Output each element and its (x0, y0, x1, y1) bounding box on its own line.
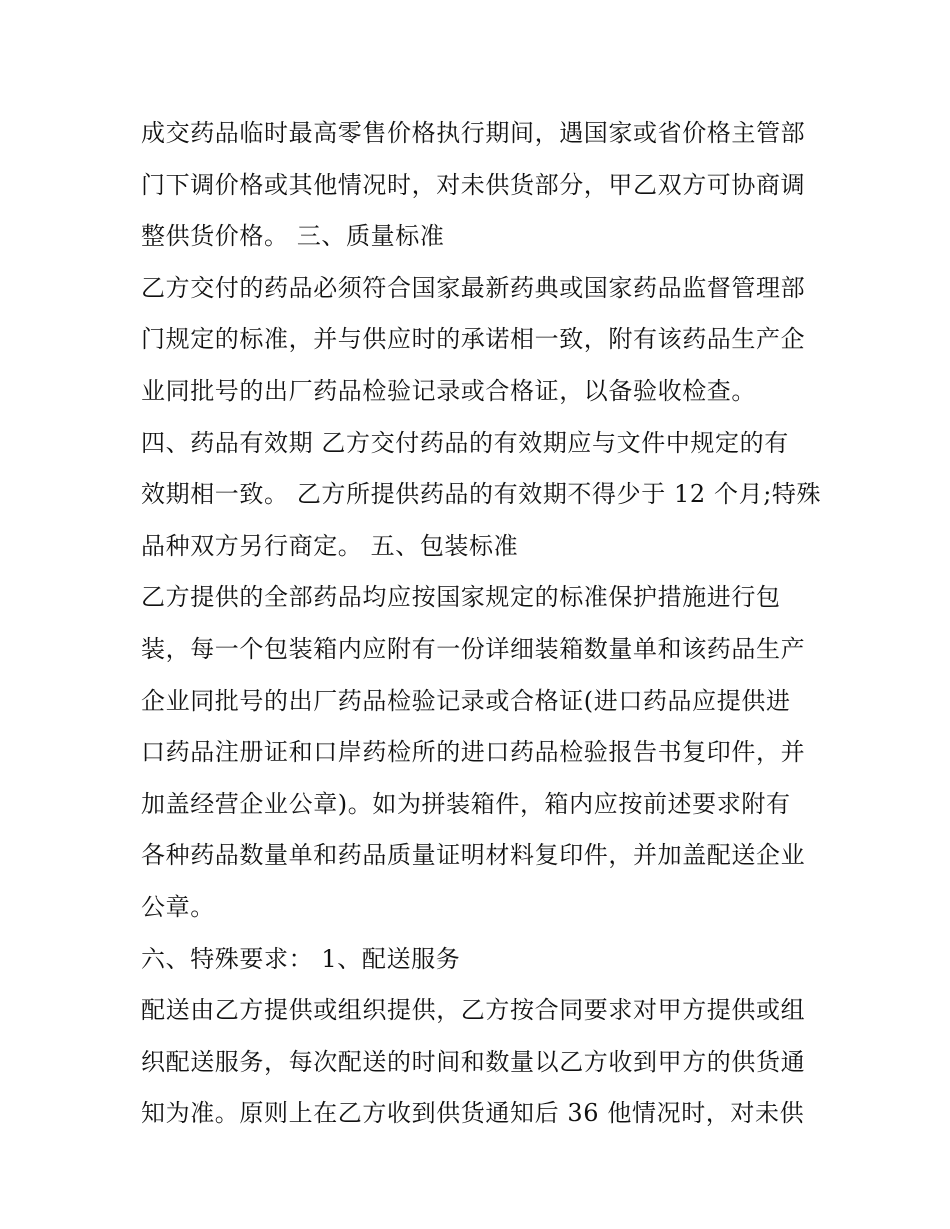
text-line: 公章。 (141, 892, 215, 921)
text-line: 配送由乙方提供或组织提供，乙方按合同要求对甲方提供或组 (141, 996, 806, 1025)
text-line: 乙方交付的药品必须符合国家最新药典或国家药品监督管理部 (141, 273, 806, 302)
text-line: 成交药品临时最高零售价格执行期间，遇国家或省价格主管部 (141, 119, 806, 147)
document-body (141, 108, 822, 1140)
text-line: 四、药品有效期 乙方交付药品的有效期应与文件中规定的有 (141, 428, 789, 457)
text-line: 装，每一个包装箱内应附有一份详细装箱数量单和该药品生产 (141, 634, 806, 663)
text-line: 口药品注册证和口岸药检所的进口药品检验报告书复印件，并 (141, 738, 806, 767)
text-line: 六、特殊要求： 1、配送服务 (141, 944, 461, 973)
text-line: 业同批号的出厂药品检验记录或合格证，以备验收检查。 (141, 376, 756, 405)
text-line: 品种双方另行商定。 五、包装标准 (141, 531, 519, 560)
text-line: 各种药品数量单和药品质量证明材料复印件，并加盖配送企业 (141, 841, 806, 870)
text-line: 织配送服务，每次配送的时间和数量以乙方收到甲方的供货通 (141, 1047, 806, 1076)
text-line: 整供货价格。 三、质量标准 (141, 222, 445, 251)
text-line: 企业同批号的出厂药品检验记录或合格证(进口药品应提供进 (141, 686, 791, 715)
text-line: 门规定的标准，并与供应时的承诺相一致，附有该药品生产企 (141, 325, 806, 354)
text-line: 知为准。原则上在乙方收到供货通知后 36 他情况时，对未供 (141, 1099, 805, 1128)
text-line: 乙方提供的全部药品均应按国家规定的标准保护措施进行包 (141, 583, 781, 612)
text-line: 加盖经营企业公章)。如为拼装箱件，箱内应按前述要求附有 (141, 789, 791, 818)
text-line: 效期相一致。 乙方所提供药品的有效期不得少于 12 个月;特殊 (141, 480, 822, 509)
text-line: 门下调价格或其他情况时，对未供货部分，甲乙双方可协商调 (141, 170, 806, 199)
